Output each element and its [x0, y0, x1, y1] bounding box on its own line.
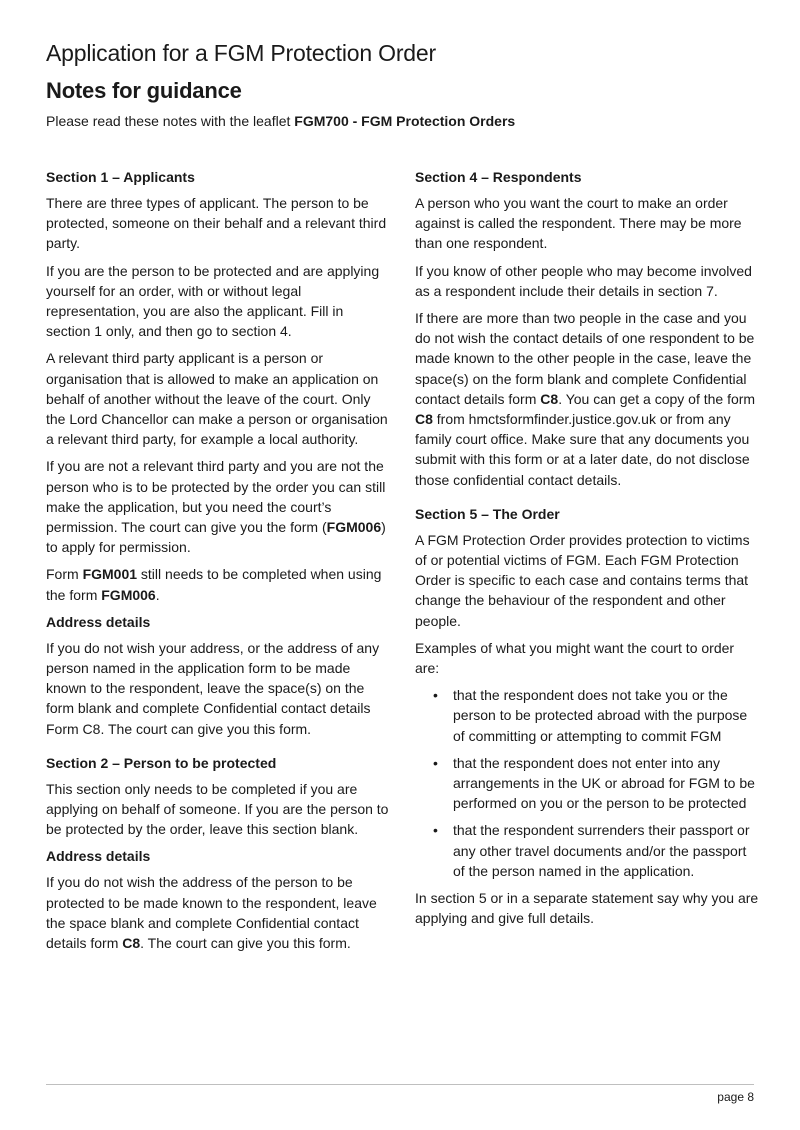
section-2-address-text-b: . The court can give you this form.: [140, 935, 351, 952]
section-5-paragraph-3: In section 5 or in a separate statement say why you are applying and give full details.: [415, 890, 759, 927]
section-4-paragraph-3: [415, 308, 760, 490]
list-item: [433, 753, 760, 814]
section-4-heading: Section 4 – Respondents: [415, 169, 582, 185]
intro-text: [46, 113, 515, 129]
section-5-paragraph-2: Examples of what you might want the court to order are:: [415, 639, 735, 677]
order-examples-list: [415, 685, 760, 881]
intro-sentence: Please read these notes with the leaflet: [46, 113, 295, 129]
section-4-p3-text-a: If there are more than two people in the case and you do not wish the contact details of one respondent to be made known to the other people in the case, leave the space(s) on the form blank and complete Confidential contact details form: [415, 310, 755, 407]
section-1-paragraph-3: A relevant third party applicant is a person or organisation that is allowed to make an application on behalf of another without the leave of the court. Only the Lord Chancellor can make a person or organisation a relevant third party, for example a local authority.: [46, 350, 388, 448]
section-1-p5-text-a: Form: [46, 566, 83, 583]
list-item-text: that the respondent surrenders their passport or any other travel documents and/or the passport of the person named in the application.: [453, 822, 750, 879]
leaflet-reference: FGM700 - FGM Protection Orders: [294, 113, 516, 129]
section-5-heading: Section 5 – The Order: [415, 505, 560, 522]
right-column: [415, 167, 760, 936]
form-c8-ref: C8: [122, 935, 141, 952]
list-item-text: that the respondent does not take you or the person to be protected abroad with the purpose of committing or attempting to commit FGM: [453, 687, 748, 744]
section-1-paragraph-4: [46, 456, 391, 557]
section-2-heading: Section 2 – Person to be protected: [46, 754, 277, 771]
section-4-paragraph-2: If you know of other people who may become involved as a respondent include their details in section 7.: [415, 262, 752, 299]
section-4-p3-text-b: . You can get a copy of the form: [558, 390, 756, 407]
list-item-text: that the respondent does not enter into any arrangements in the UK or abroad for FGM to be performed on you or the person to be protected: [453, 754, 755, 812]
section-1-address-text: If you do not wish your address, or the address of any person named in the application form to be made known to the respondent, leave the space(s) on the form blank and complete Confidential contact details Form C8. The court can give you this form.: [46, 639, 380, 737]
left-column: [46, 167, 391, 960]
section-4-paragraph-1: A person who you want the court to make an order against is called the respondent. There may be more than one respondent.: [415, 195, 742, 252]
section-2-address-text-a: If you do not wish the address of the person to be protected to be made known to the respondent, leave the space blank and complete Confidential contact details form: [46, 874, 377, 952]
form-fgm006-ref: FGM006: [326, 519, 382, 536]
form-fgm001-ref: FGM001: [82, 566, 138, 583]
section-1-paragraph-2: If you are the person to be protected and are applying yourself for an order, with or without legal representation, you are also the applicant. Fill in section 1 only, and then go to section 4.: [46, 262, 380, 340]
list-item: [433, 685, 760, 746]
list-item: [433, 820, 760, 881]
page-title: Application for a FGM Protection Order: [46, 40, 436, 66]
section-1-paragraph-1: There are three types of applicant. The person to be protected, someone on their behalf and a relevant third party.: [46, 195, 387, 252]
section-2-address-heading: Address details: [46, 848, 151, 865]
section-5-paragraph-1: A FGM Protection Order provides protection to victims of or potential victims of FGM. Each FGM Protection Order is specific to each case and contains terms that change the behaviour of the respondent and other people.: [415, 531, 750, 629]
section-2-paragraph-1: This section only needs to be completed if you are applying on behalf of someone. If you are the person to be protected by the order, leave this section blank.: [46, 780, 389, 838]
bullet-icon: •: [433, 754, 438, 771]
form-c8-ref: C8: [415, 411, 433, 428]
footer-divider: [46, 1084, 754, 1085]
section-2-address-text: [46, 872, 391, 953]
form-c8-ref: C8: [540, 390, 559, 407]
page-subtitle: Notes for guidance: [46, 78, 242, 103]
section-1-p5-text-b: still needs to be completed when using the form: [46, 566, 382, 603]
section-1-address-heading: Address details: [46, 613, 151, 630]
section-1-p5-text-c: .: [155, 586, 160, 603]
section-1-p4-text-a: If you are not a relevant third party and you are not the person who is to be protected by the order you can still make the application, but you need the court’s permission. The court can give you the form (: [46, 458, 386, 536]
section-1-heading: Section 1 – Applicants: [46, 169, 195, 185]
form-fgm006-ref: FGM006: [101, 586, 156, 603]
bullet-icon: •: [433, 822, 438, 839]
bullet-icon: •: [433, 687, 438, 704]
section-4-p3-text-c: from hmctsformfinder.justice.gov.uk or from any family court office. Make sure that any documents you submit with this form or at a later date, do not disclose those confidential contact details.: [415, 411, 750, 488]
section-1-p4-text-b: ) to apply for permission.: [46, 519, 386, 556]
section-1-paragraph-5: [46, 564, 391, 604]
page-number: page 8: [717, 1090, 754, 1104]
